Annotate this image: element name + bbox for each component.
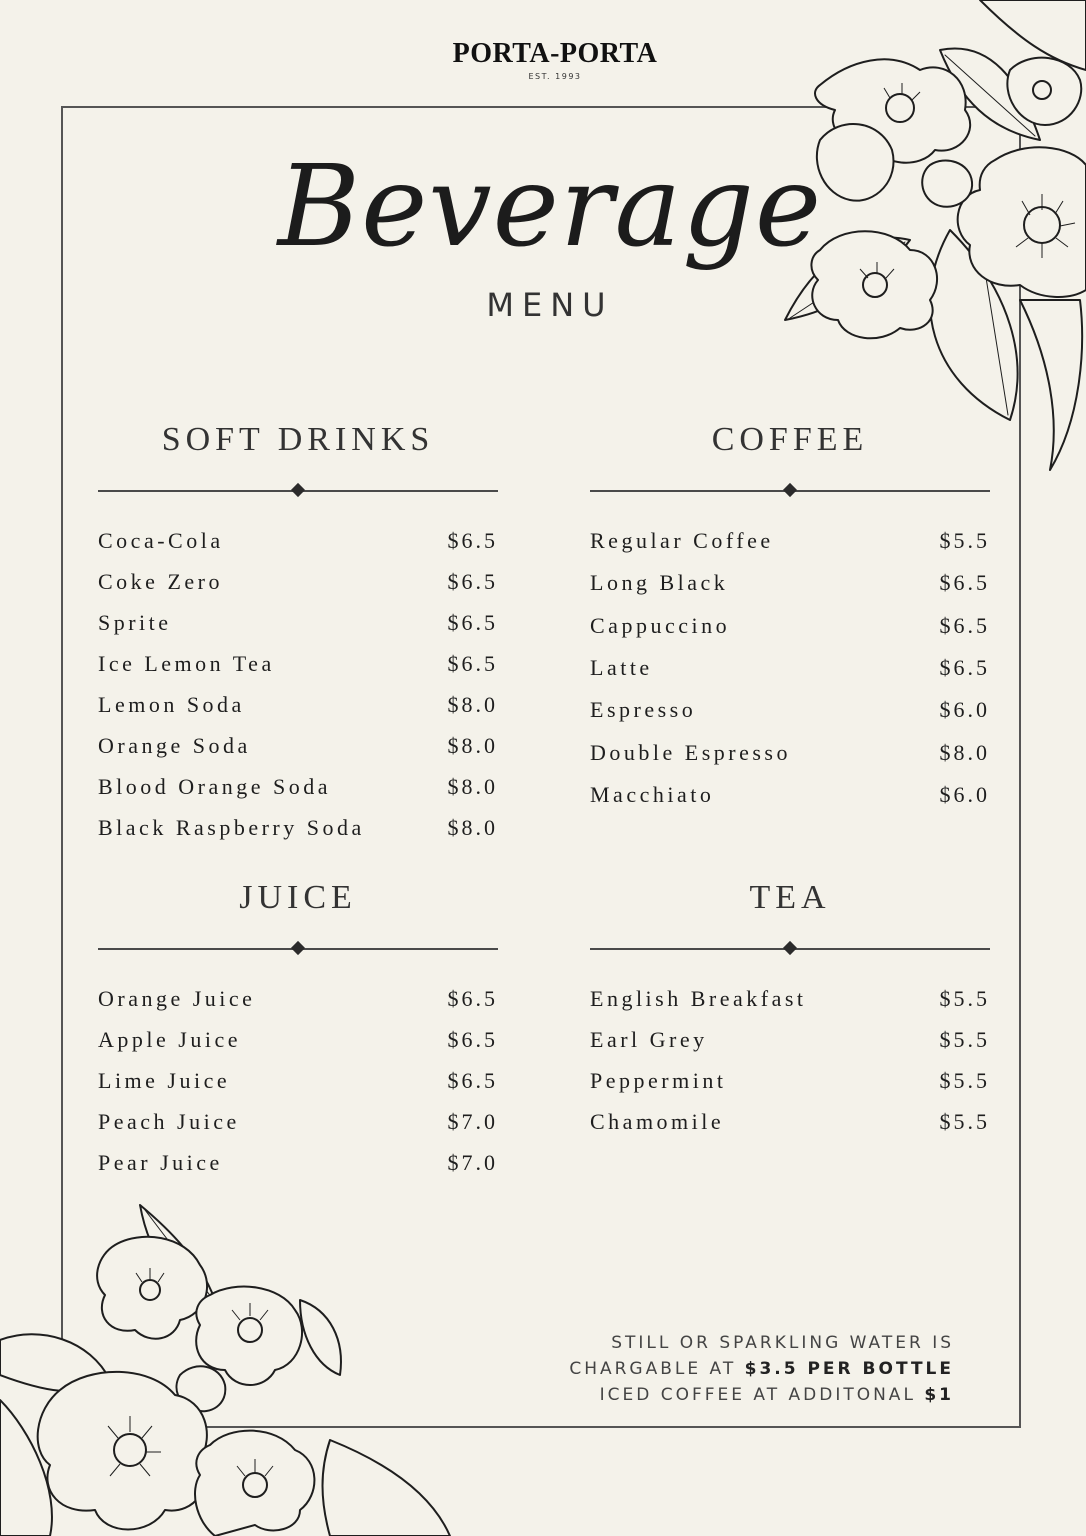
item-name: Orange Soda	[98, 732, 251, 758]
item-price: $8.0	[447, 691, 498, 717]
note-line-1: STILL OR SPARKLING WATER IS	[611, 1333, 954, 1353]
item-name: Pear Juice	[98, 1149, 223, 1175]
list-item	[98, 1060, 498, 1101]
section-divider	[590, 484, 990, 498]
note-line-3-price: $1	[924, 1385, 954, 1405]
list-item	[98, 520, 498, 561]
item-name: Blood Orange Soda	[98, 773, 332, 799]
list-item	[590, 520, 990, 562]
item-name: Coke Zero	[98, 568, 223, 594]
note-line-3	[569, 1382, 954, 1408]
brand-name: PORTA-PORTA	[452, 38, 658, 69]
list-item	[98, 684, 498, 725]
list-item	[590, 774, 990, 816]
item-price: $5.5	[939, 1067, 990, 1093]
item-price: $6.0	[939, 781, 990, 807]
diamond-icon	[291, 941, 305, 955]
item-price: $7.0	[447, 1108, 498, 1134]
diamond-icon	[291, 483, 305, 497]
list-item	[98, 1142, 498, 1183]
item-price: $8.0	[447, 773, 498, 799]
note-line-2	[569, 1356, 954, 1382]
item-name: Earl Grey	[590, 1026, 708, 1052]
section-juice	[98, 878, 498, 1183]
item-name: Peach Juice	[98, 1108, 240, 1134]
item-price: $6.5	[447, 568, 498, 594]
item-name: Regular Coffee	[590, 528, 774, 554]
list-item	[98, 725, 498, 766]
list-item	[98, 643, 498, 684]
section-title: COFFEE	[711, 421, 869, 458]
list-item	[590, 562, 990, 604]
item-price: $6.5	[447, 1067, 498, 1093]
item-price: $8.0	[939, 739, 990, 765]
list-item	[98, 807, 498, 848]
list-item	[98, 1101, 498, 1142]
list-item	[98, 766, 498, 807]
list-item	[98, 561, 498, 602]
item-price: $6.5	[447, 650, 498, 676]
item-name: Lime Juice	[98, 1067, 231, 1093]
item-name: English Breakfast	[590, 985, 807, 1011]
item-name: Peppermint	[590, 1067, 727, 1093]
list-item	[590, 1101, 990, 1142]
item-price: $6.5	[939, 655, 990, 681]
item-price: $6.5	[447, 527, 498, 553]
item-name: Apple Juice	[98, 1026, 241, 1052]
item-name: Chamomile	[590, 1108, 725, 1134]
note-line-3-text: ICED COFFEE AT ADDITONAL	[599, 1385, 925, 1405]
diamond-icon	[783, 483, 797, 497]
item-price: $5.5	[939, 1108, 990, 1134]
list-item	[590, 731, 990, 773]
item-name: Orange Juice	[98, 985, 256, 1011]
item-price: $7.0	[447, 1149, 498, 1175]
item-price: $6.0	[939, 697, 990, 723]
section-title: TEA	[749, 879, 831, 916]
item-name: Coca-Cola	[98, 527, 224, 553]
item-list	[590, 520, 990, 816]
floral-illustration-icon	[0, 1200, 460, 1536]
section-divider	[590, 942, 990, 956]
item-price: $6.5	[447, 985, 498, 1011]
item-name: Sprite	[98, 609, 172, 635]
item-list	[98, 978, 498, 1183]
section-divider	[98, 484, 498, 498]
item-name: Cappuccino	[590, 612, 731, 638]
item-name: Double Espresso	[590, 739, 791, 765]
list-item	[590, 1060, 990, 1101]
item-list	[590, 978, 990, 1142]
item-price: $5.5	[939, 1026, 990, 1052]
section-coffee	[590, 420, 990, 816]
item-price: $6.5	[447, 1026, 498, 1052]
list-item	[590, 1019, 990, 1060]
list-item	[98, 1019, 498, 1060]
item-name: Macchiato	[590, 781, 715, 807]
item-price: $8.0	[447, 814, 498, 840]
item-list	[98, 520, 498, 848]
menu-title-script: Beverage	[277, 142, 823, 272]
section-title: JUICE	[239, 879, 357, 916]
item-price: $5.5	[939, 985, 990, 1011]
section-soft-drinks	[98, 420, 498, 848]
item-name: Long Black	[590, 570, 729, 596]
item-name: Black Raspberry Soda	[98, 814, 365, 840]
list-item	[98, 602, 498, 643]
section-divider	[98, 942, 498, 956]
list-item	[590, 605, 990, 647]
item-name: Latte	[590, 655, 653, 681]
item-price: $6.5	[939, 612, 990, 638]
item-name: Ice Lemon Tea	[98, 650, 275, 676]
list-item	[590, 647, 990, 689]
section-title: SOFT DRINKS	[161, 421, 435, 458]
item-price: $6.5	[447, 609, 498, 635]
list-item	[590, 978, 990, 1019]
item-price: $5.5	[939, 528, 990, 554]
item-price: $8.0	[447, 732, 498, 758]
diamond-icon	[783, 941, 797, 955]
brand-established: EST. 1993	[528, 72, 582, 81]
section-tea	[590, 878, 990, 1142]
note-line-2-text: CHARGABLE AT	[569, 1359, 745, 1379]
item-name: Espresso	[590, 697, 697, 723]
menu-subtitle: MENU	[486, 286, 614, 324]
item-price: $6.5	[939, 570, 990, 596]
water-note	[569, 1330, 954, 1408]
list-item	[98, 978, 498, 1019]
item-name: Lemon Soda	[98, 691, 245, 717]
list-item	[590, 689, 990, 731]
note-line-2-price: $3.5 PER BOTTLE	[744, 1359, 954, 1379]
